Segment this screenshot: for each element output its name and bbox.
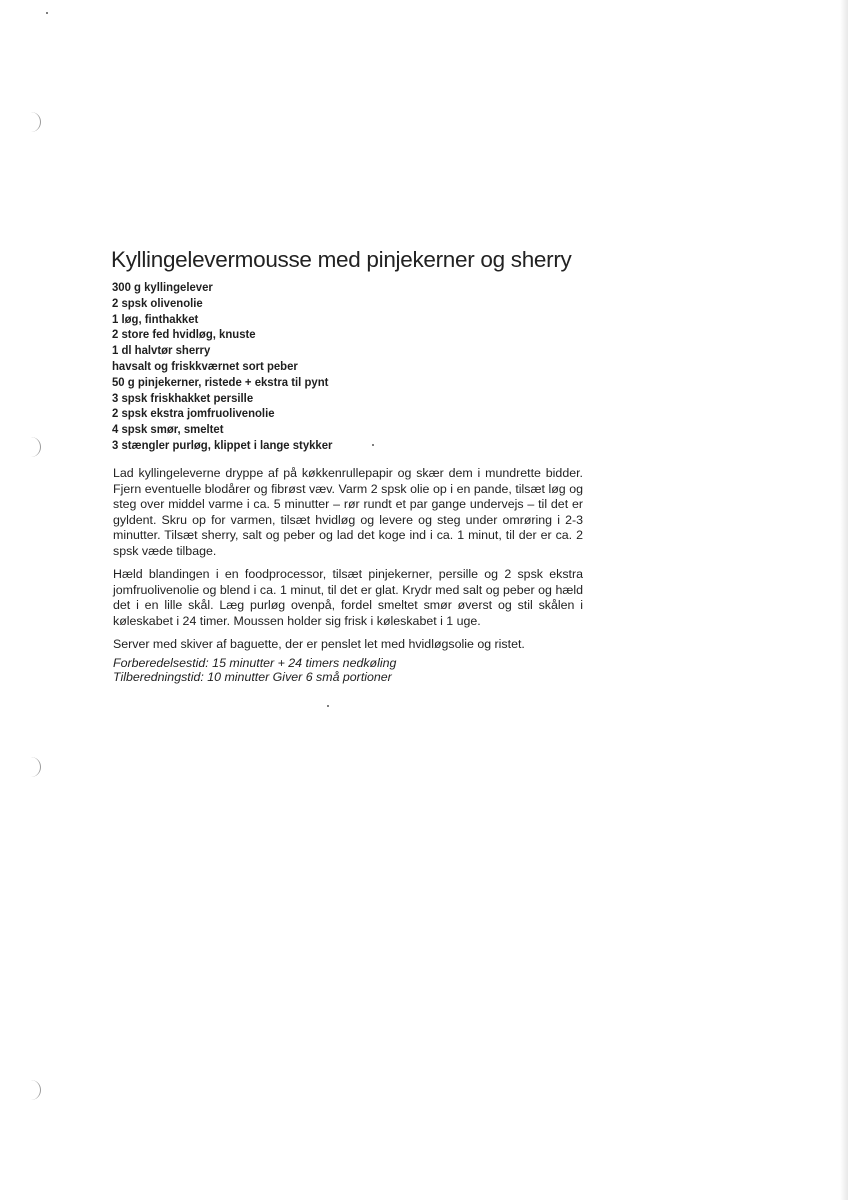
ingredient-item: 2 store fed hvidløg, knuste xyxy=(112,327,256,342)
ingredient-list xyxy=(112,280,349,454)
scan-speck xyxy=(46,12,48,14)
ingredient-item: 3 spsk friskhakket persille xyxy=(112,390,254,405)
instructions xyxy=(113,466,583,661)
binder-hole-mark xyxy=(30,1080,41,1100)
binder-hole-mark xyxy=(30,757,41,777)
recipe-title: Kyllingelevermousse med pinjekerner og sherry xyxy=(111,247,572,273)
instruction-paragraph: Lad kyllingeleverne dryppe af på køkkenrullepapir og skær dem i mundrette bidder. Fjern eventuelle blodårer og fibrøst væv. Varm 2 spsk olie op i en pande, tilsæt løg og steg over middel varme i ca. 5 minutter – rør rundt et par gange undervejs – til det er gyldent. Skru op for varmen, tilsæt hvidløg og levere og steg under omrøring i 2-3 minutter. Tilsæt sherry, salt og peber og lad det koge ind i ca. 1 minut, til der er ca. 2 spsk væde tilbage. xyxy=(113,466,583,558)
scan-speck xyxy=(372,444,374,446)
binder-hole-mark xyxy=(30,437,41,457)
ingredient-item: 2 spsk olivenolie xyxy=(112,295,203,310)
page-edge-shadow xyxy=(840,0,848,1200)
ingredient-item: 4 spsk smør, smeltet xyxy=(112,422,224,437)
instruction-paragraph: Hæld blandingen i en foodprocessor, tilsæt pinjekerner, persille og 2 spsk ekstra jomfruolivenolie og blend i ca. 1 minut, til det er glat. Krydr med salt og peber og hæld det i en lille skål. Læg purløg ovenpå, fordel smeltet smør øverst og stil skålen i køleskabet i 24 timer. Moussen holder sig frisk i køleskabet i 1 uge. xyxy=(113,567,583,628)
ingredient-item: havsalt og friskkværnet sort peber xyxy=(112,358,298,373)
timing-info xyxy=(113,657,396,684)
ingredient-item: 3 stængler purløg, klippet i lange stykker xyxy=(112,437,333,452)
ingredient-item: 50 g pinjekerner, ristede + ekstra til pynt xyxy=(112,374,329,389)
cook-time: Tilberedningstid: 10 minutter Giver 6 små portioner xyxy=(113,669,392,684)
ingredient-item: 1 dl halvtør sherry xyxy=(112,343,211,358)
prep-time: Forberedelsestid: 15 minutter + 24 timers nedkøling xyxy=(113,656,397,670)
instruction-paragraph: Server med skiver af baguette, der er penslet let med hvidløgsolie og ristet. xyxy=(113,637,525,651)
ingredient-item: 300 g kyllingelever xyxy=(112,280,213,294)
ingredient-item: 2 spsk ekstra jomfruolivenolie xyxy=(112,406,275,421)
scan-speck xyxy=(327,705,329,707)
binder-hole-mark xyxy=(30,112,41,132)
ingredient-item: 1 løg, finthakket xyxy=(112,311,199,326)
